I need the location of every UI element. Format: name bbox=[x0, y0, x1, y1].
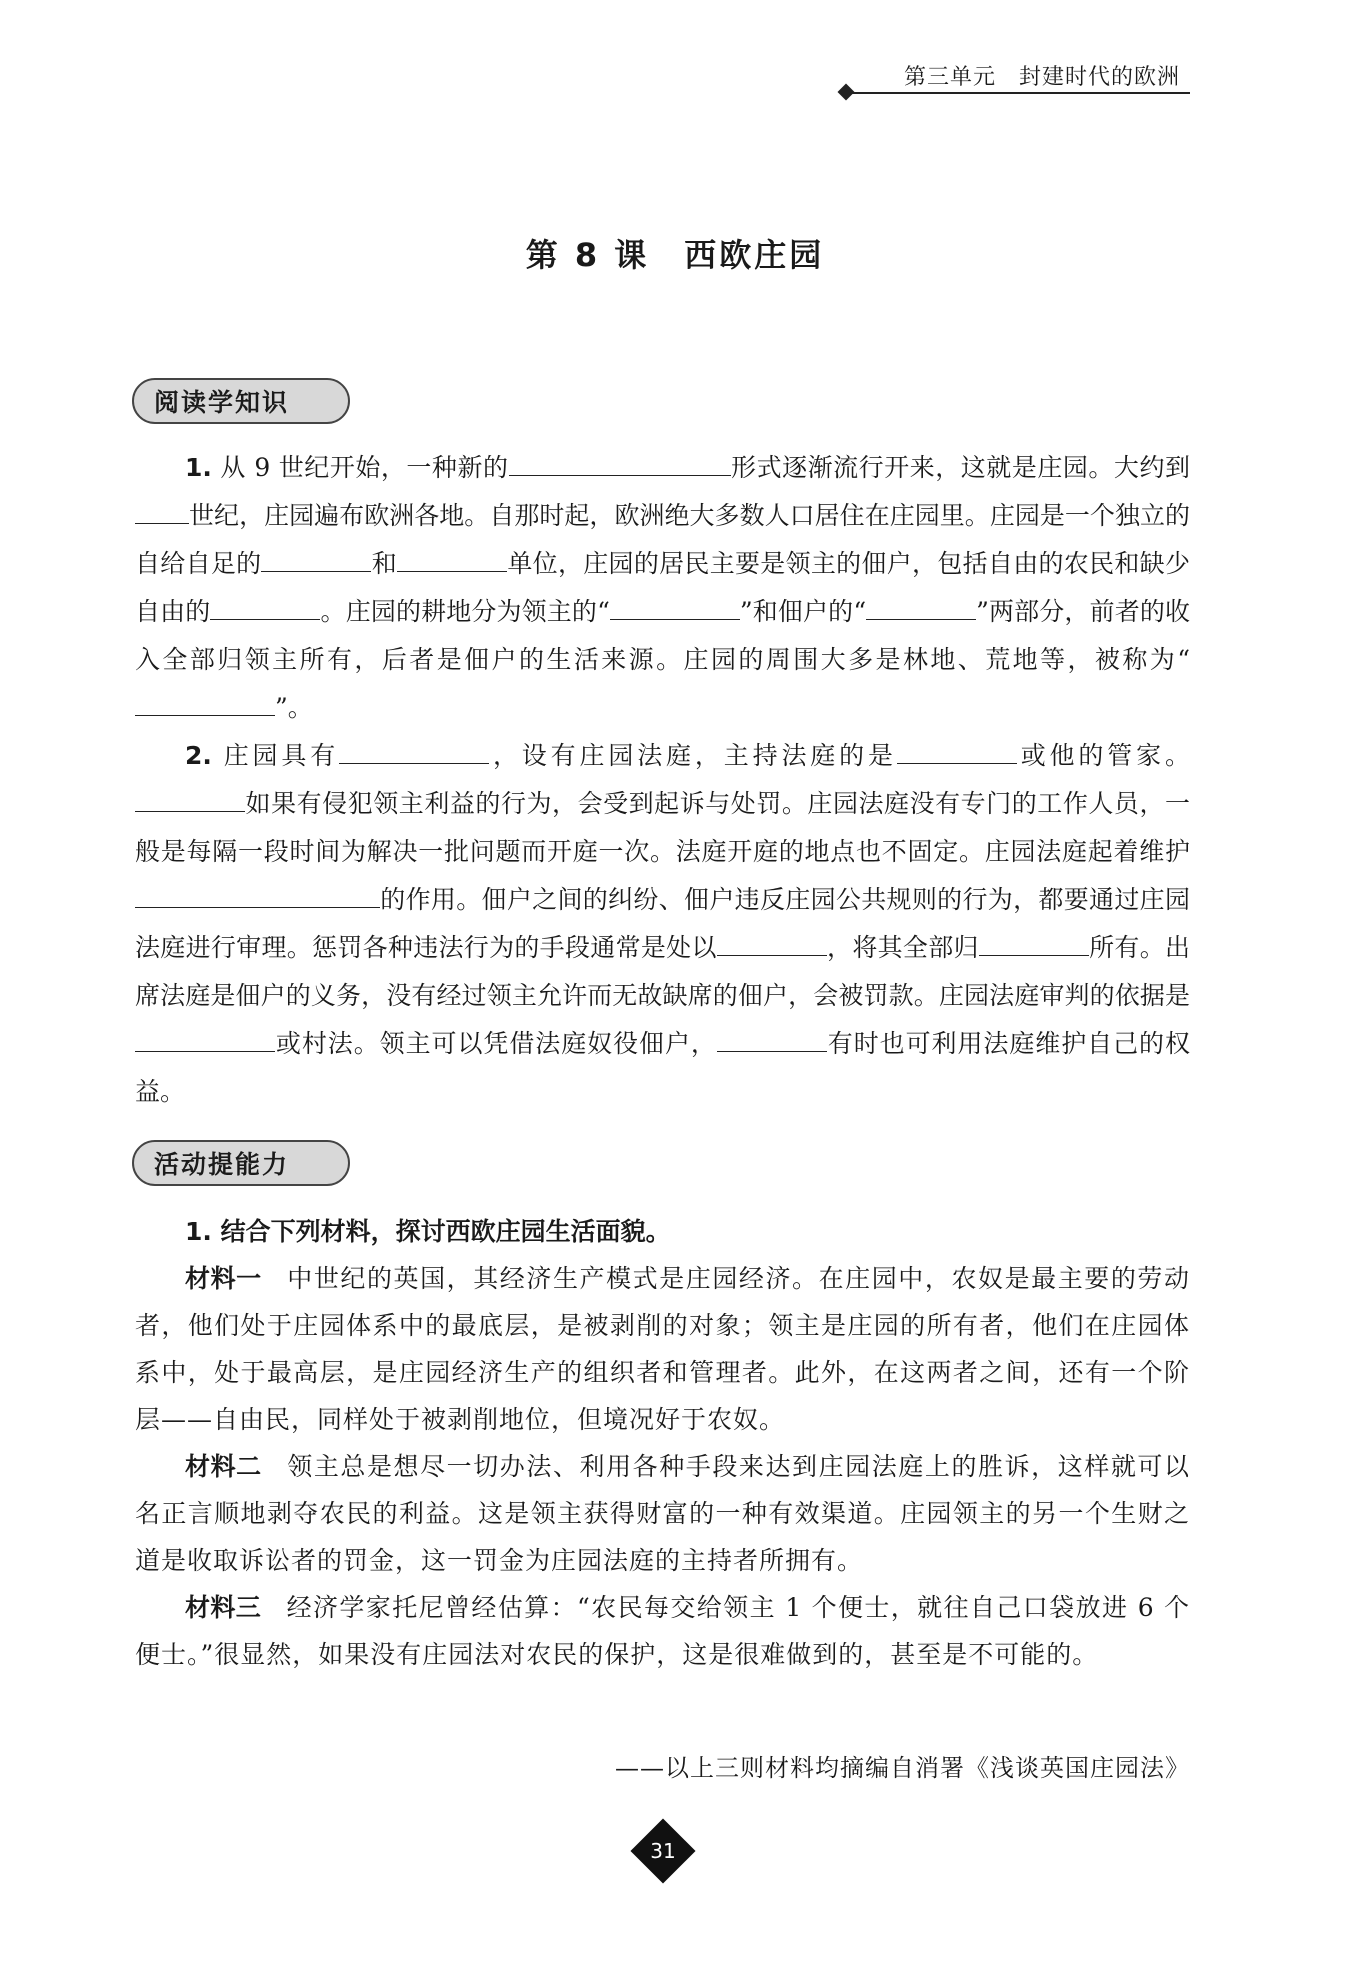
answer-blank[interactable] bbox=[339, 736, 489, 765]
material-label: 材料一 bbox=[185, 1264, 262, 1293]
question-text: ，将其全部归 bbox=[826, 933, 979, 962]
question-text: 形式逐渐流行开来，这就是庄园。大约到 bbox=[730, 453, 1190, 482]
material-2 bbox=[135, 1443, 1190, 1584]
answer-blank[interactable] bbox=[509, 448, 731, 477]
answer-blank[interactable] bbox=[135, 784, 245, 813]
material-label: 材料二 bbox=[185, 1452, 262, 1481]
answer-blank[interactable] bbox=[897, 736, 1017, 765]
question-text: 如果有侵犯领主利益的行为，会受到起诉与处罚。庄园法庭没有专门的工作人员，一般是每隔一段时间为解决一批问题而开庭一次。法庭开庭的地点也不固定。庄园法庭起着维护 bbox=[135, 789, 1190, 866]
question-text: 世纪，庄园遍布欧洲各地。自那时起，欧洲绝大多数人口居住在庄园里。庄园是一个独立的自给自足的 bbox=[135, 501, 1190, 578]
question-text: 。庄园的耕地分为领主的“ bbox=[320, 597, 610, 626]
material-text: 经济学家托尼曾经估算：“农民每交给领主 1 个便士，就往自己口袋放进 6 个便士。”很显然，如果没有庄园法对农民的保护，这是很难做到的，甚至是不可能的。 bbox=[135, 1593, 1190, 1669]
page-number: 31 bbox=[650, 1839, 676, 1863]
question-2 bbox=[135, 732, 1190, 1116]
answer-blank[interactable] bbox=[135, 880, 380, 909]
question-1 bbox=[135, 444, 1190, 732]
question-text: ”和佃户的“ bbox=[739, 597, 867, 626]
answer-blank[interactable] bbox=[717, 1024, 827, 1053]
header-rule bbox=[852, 92, 1190, 94]
answer-blank[interactable] bbox=[135, 496, 189, 525]
answer-blank[interactable] bbox=[135, 1024, 275, 1053]
answer-blank[interactable] bbox=[397, 544, 507, 573]
lesson-title: 第 8 课 西欧庄园 bbox=[525, 236, 825, 274]
question-text: 的作用。佃户之间的纠纷、佃户违反庄园公共规则的行为，都要通过庄园法庭进行审理。惩罚各种违法行为的手段通常是处以 bbox=[135, 885, 1190, 962]
question-text: 单位，庄园的居民主要是领主的佃户，包括自由的农民和缺少自由的 bbox=[135, 549, 1190, 626]
section-tab-reading bbox=[132, 378, 350, 424]
unit-header: 第三单元 封建时代的欧洲 bbox=[903, 65, 1180, 90]
question-text: 庄园具有 bbox=[223, 741, 340, 770]
answer-blank[interactable] bbox=[135, 688, 275, 717]
question-text: 从 9 世纪开始，一种新的 bbox=[220, 453, 509, 482]
material-text: 中世纪的英国，其经济生产模式是庄园经济。在庄园中，农奴是最主要的劳动者，他们处于庄园体系中的最底层，是被剥削的对象；领主是庄园的所有者，他们在庄园体系中，处于最高层，是庄园经济生产的组织者和管理者。此外，在这两者之间，还有一个阶层——自由民，同样处于被剥削地位，但境况好于农奴。 bbox=[135, 1264, 1190, 1434]
reading-questions bbox=[135, 444, 1190, 1116]
material-3 bbox=[135, 1584, 1190, 1678]
question-number: 1. bbox=[185, 453, 212, 482]
material-text: 领主总是想尽一切办法、利用各种手段来达到庄园法庭上的胜诉，这样就可以名正言顺地剥夺农民的利益。这是领主获得财富的一种有效渠道。庄园领主的另一个生财之道是收取诉讼者的罚金，这一罚金为庄园法庭的主持者所拥有。 bbox=[135, 1452, 1190, 1575]
question-text: ”两部分，前者的收入全部归领主所有，后者是佃户的生活来源。庄园的周围大多是林地、荒地等，被称为“ bbox=[135, 597, 1190, 674]
question-text: 或他的管家。 bbox=[1016, 741, 1190, 770]
activity-questions bbox=[135, 1208, 1190, 1678]
answer-blank[interactable] bbox=[979, 928, 1089, 957]
question-number: 2. bbox=[185, 741, 212, 770]
question-text: ”。 bbox=[275, 693, 313, 722]
question-text: 所有。出席法庭是佃户的义务，没有经过领主允许而无故缺席的佃户，会被罚款。庄园法庭审判的依据是 bbox=[135, 933, 1190, 1010]
activity-question-1 bbox=[135, 1208, 1190, 1255]
answer-blank[interactable] bbox=[261, 544, 371, 573]
answer-blank[interactable] bbox=[210, 592, 320, 621]
diamond-icon bbox=[838, 84, 855, 101]
activity-question-text: 1. 结合下列材料，探讨西欧庄园生活面貌。 bbox=[185, 1217, 671, 1246]
answer-blank[interactable] bbox=[866, 592, 976, 621]
material-label: 材料三 bbox=[185, 1593, 262, 1622]
question-text: 有时也可利用法庭维护自己的权益。 bbox=[135, 1029, 1190, 1106]
question-text: 和 bbox=[371, 549, 398, 578]
material-1 bbox=[135, 1255, 1190, 1443]
section-tab-activity bbox=[132, 1140, 350, 1186]
question-text: 或村法。领主可以凭借法庭奴役佃户， bbox=[275, 1029, 717, 1058]
answer-blank[interactable] bbox=[717, 928, 827, 957]
answer-blank[interactable] bbox=[610, 592, 740, 621]
section-tab-label: 活动提能力 bbox=[154, 1150, 290, 1179]
material-source: ——以上三则材料均摘编自消署《浅谈英国庄园法》 bbox=[615, 1754, 1190, 1782]
section-tab-label: 阅读学知识 bbox=[154, 388, 290, 417]
question-text: ，设有庄园法庭，主持法庭的是 bbox=[489, 741, 897, 770]
